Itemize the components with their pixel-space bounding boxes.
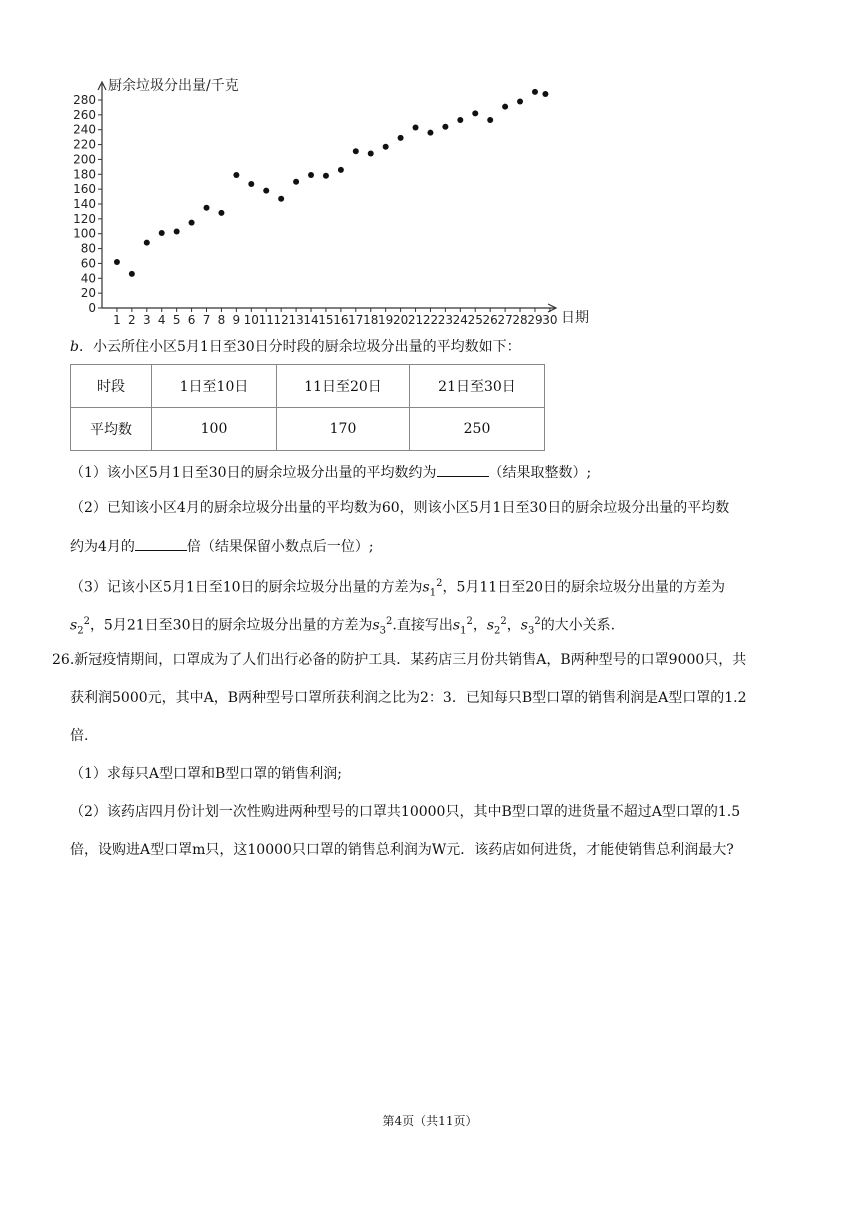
table-cell: 250 — [410, 408, 545, 451]
data-point — [263, 188, 269, 194]
q25-part2-line1: （2）已知该小区4月的厨余垃圾分出量的平均数为60，则该小区5月1日至30日的厨余垃圾分出量的平均数 — [70, 500, 730, 516]
y-tick-label: 220 — [73, 137, 96, 152]
y-tick-label: 200 — [73, 152, 96, 167]
y-tick-label: 40 — [80, 271, 96, 286]
data-point — [323, 173, 329, 179]
x-tick-label: 13 — [288, 313, 304, 327]
scatter-chart — [64, 70, 604, 330]
table-row — [71, 408, 545, 451]
data-point — [368, 150, 374, 156]
x-tick-label: 23 — [437, 313, 454, 327]
q25-part3-line2: $s_2^2$，5月21日至30日的厨余垃圾分出量的方差为$s_3^2$.直接写出$s_1^2$，$s_2^2$，$s_3^2$的大小关系. — [70, 616, 616, 637]
x-tick-label: 20 — [392, 313, 409, 327]
x-tick-label: 22 — [422, 313, 439, 327]
q25-part1: （1）该小区5月1日至30日的厨余垃圾分出量的平均数约为 （结果取整数）; — [70, 462, 591, 483]
q26-part2-line2: 倍，设购进A型口罩m只，这10000只口罩的销售总利润为W元．该药店如何进货，才能使销售总利润最大? — [70, 842, 734, 858]
y-tick-label: 240 — [73, 122, 96, 137]
y-tick-label: 0 — [88, 301, 96, 315]
data-point — [517, 98, 523, 104]
table-cell: 平均数 — [71, 408, 152, 451]
q25-part2-line2: 约为4月的 倍（结果保留小数点后一位）; — [70, 536, 374, 557]
data-point — [278, 196, 284, 202]
x-tick-label: 21 — [407, 313, 424, 327]
x-tick-label: 29 — [527, 313, 543, 327]
x-tick-label: 2 — [128, 313, 136, 327]
data-point — [293, 179, 299, 185]
data-point — [248, 181, 254, 187]
y-tick-label: 280 — [73, 93, 96, 107]
data-point — [233, 172, 239, 178]
y-axis-title: 厨余垃圾分出量/千克 — [108, 78, 239, 94]
data-point — [338, 167, 344, 173]
y-tick-label: 260 — [73, 107, 96, 122]
q26-line3: 倍. — [70, 728, 89, 744]
table-cell: 170 — [277, 408, 410, 451]
x-tick-label: 24 — [452, 313, 468, 327]
data-point — [427, 130, 433, 136]
data-point — [144, 240, 150, 246]
data-point — [353, 148, 359, 154]
q26-line2: 获利润5000元，其中A，B两种型号口罩所获利润之比为2：3．已知每只B型口罩的销售利润是A型口罩的1.2 — [70, 690, 747, 706]
data-point — [174, 228, 180, 234]
x-tick-label: 26 — [482, 313, 498, 327]
y-tick-label: 120 — [73, 211, 96, 226]
table-cell: 100 — [152, 408, 277, 451]
x-tick-label: 14 — [303, 313, 319, 327]
data-point — [189, 220, 195, 226]
x-tick-label: 16 — [333, 313, 349, 327]
y-tick-label: 60 — [80, 256, 96, 271]
data-points — [114, 89, 548, 277]
y-tick-label: 180 — [73, 167, 96, 182]
table-row — [71, 365, 545, 408]
x-tick-label: 10 — [243, 313, 259, 327]
x-tick-label: 12 — [273, 313, 289, 327]
q26-line1: 26.新冠疫情期间，口罩成为了人们出行必备的防护工具．某药店三月份共销售A，B两种型号的口罩9000只，共 — [52, 652, 747, 668]
page-footer: 第4页（共11页） — [382, 1114, 478, 1128]
table-cell: 11日至20日 — [277, 365, 410, 408]
data-point — [383, 144, 389, 150]
x-tick-label: 3 — [142, 313, 151, 327]
answer-blank[interactable] — [135, 536, 187, 551]
table-cell: 1日至10日 — [152, 365, 277, 408]
data-point — [114, 259, 120, 265]
x-tick-labels — [113, 308, 557, 327]
y-tick-label: 100 — [73, 226, 96, 241]
y-tick-labels — [73, 93, 102, 315]
table-cell: 21日至30日 — [410, 365, 545, 408]
x-tick-label: 9 — [232, 313, 241, 327]
x-tick-label: 15 — [318, 313, 334, 327]
x-tick-label: 27 — [497, 313, 513, 327]
x-tick-label: 6 — [187, 313, 196, 327]
x-tick-label: 11 — [258, 313, 274, 327]
x-tick-label: 8 — [217, 313, 226, 327]
data-point — [442, 124, 448, 130]
q26-part2-line1: （2）该药店四月份计划一次性购进两种型号的口罩共10000只，其中B型口罩的进货量不超过A型口罩的1.5 — [70, 804, 741, 820]
x-tick-label: 1 — [113, 313, 121, 327]
data-point — [159, 230, 165, 236]
x-tick-label: 19 — [378, 313, 394, 327]
data-point — [413, 124, 419, 130]
q26-part1: （1）求每只A型口罩和B型口罩的销售利润; — [70, 766, 343, 782]
average-table — [70, 364, 545, 451]
data-point — [542, 91, 548, 97]
y-tick-label: 160 — [73, 182, 96, 197]
x-axis-title: 日期 — [561, 310, 589, 326]
data-point — [218, 210, 224, 216]
table-cell: 时段 — [71, 365, 152, 408]
x-tick-label: 28 — [512, 313, 528, 327]
data-point — [472, 110, 478, 116]
x-tick-label: 25 — [467, 313, 483, 327]
data-point — [398, 135, 404, 141]
y-tick-label: 140 — [73, 197, 96, 211]
chart-axes — [98, 82, 556, 312]
y-tick-label: 20 — [80, 286, 96, 301]
x-tick-label: 5 — [172, 313, 181, 327]
data-point — [457, 117, 463, 123]
q25-part3-line1: （3）记该小区5月1日至10日的厨余垃圾分出量的方差为$s_1^2$，5月11日至20日的厨余垃圾分出量的方差为 — [70, 578, 726, 599]
x-tick-label: 30 — [542, 313, 558, 327]
x-tick-label: 18 — [363, 313, 379, 327]
answer-blank[interactable] — [437, 462, 489, 477]
data-point — [502, 104, 508, 110]
data-point — [204, 205, 210, 211]
data-point — [308, 172, 314, 178]
x-tick-label: 7 — [202, 313, 211, 327]
x-tick-label: 4 — [157, 313, 166, 327]
part-b-intro: b．小云所住小区5月1日至30日分时段的厨余垃圾分出量的平均数如下： — [70, 339, 521, 355]
y-tick-label: 80 — [80, 241, 96, 256]
data-point — [487, 117, 493, 123]
data-point — [129, 271, 135, 277]
data-point — [532, 89, 538, 95]
x-tick-label: 17 — [348, 313, 364, 327]
